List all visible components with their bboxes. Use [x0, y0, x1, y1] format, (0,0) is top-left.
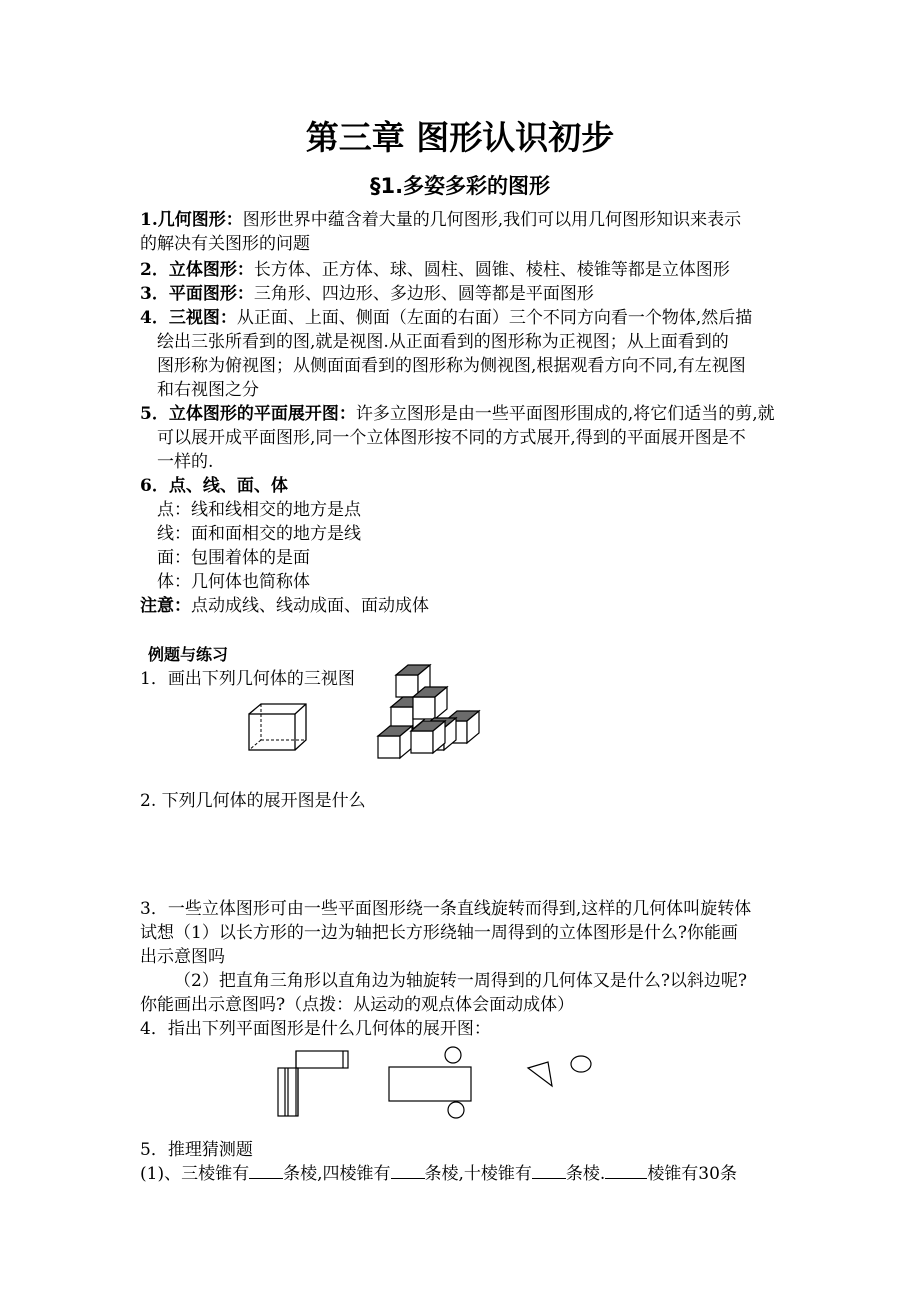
net-sector: [528, 1062, 552, 1086]
definition-text: 从正面、上面、侧面（左面的右面）三个不同方向看一个物体,然后描: [236, 308, 753, 328]
definition-2: [140, 258, 730, 282]
question-3-line: 3．一些立体图形可由一些平面图形绕一条直线旋转而得到,这样的几何体叫旋转体: [140, 899, 752, 919]
cube-block: [378, 726, 412, 758]
answer-blank[interactable]: [605, 1162, 647, 1179]
page-title: 第三章 图形认识初步: [305, 118, 615, 157]
definition-number: 4．: [140, 308, 169, 328]
question-3-part2: 你能画出示意图吗?（点拨：从运动的观点体会面动成体）: [140, 995, 575, 1015]
net-face: [296, 1051, 348, 1068]
question-5-text: 条棱,四棱锥有: [283, 1164, 391, 1184]
net-circle-top: [445, 1047, 461, 1063]
definition-text: 图形称为俯视图；从侧面面看到的图形称为侧视图,根据观看方向不同,有左视图: [157, 356, 746, 376]
section-6-heading: 6．点、线、面、体: [140, 476, 288, 496]
definition-number: 5．: [140, 404, 169, 424]
definition-4: [140, 306, 752, 330]
section-title: §1.多姿多彩的图形: [369, 174, 551, 198]
question-5-text: 条棱.: [565, 1164, 606, 1184]
definition-text: 和右视图之分: [157, 380, 259, 400]
cube-figure: [248, 703, 308, 751]
prism-net-figure: [276, 1050, 352, 1118]
question-5-text: 条棱,十棱锥有: [424, 1164, 532, 1184]
net-rectangle: [389, 1067, 471, 1101]
definition-text: 一样的.: [157, 452, 214, 472]
net-circle: [571, 1056, 591, 1072]
answer-blank[interactable]: [532, 1162, 566, 1179]
note: [140, 594, 429, 618]
question-5-line: [140, 1162, 737, 1186]
list-item: 点：线和线相交的地方是点: [157, 500, 361, 520]
list-item: 线：面和面相交的地方是线: [157, 524, 361, 544]
net-circle-bottom: [448, 1102, 464, 1118]
definition-text: 的解决有关图形的问题: [140, 234, 310, 254]
answer-blank[interactable]: [391, 1162, 425, 1179]
cone-net-figure: [526, 1054, 596, 1090]
definition-3: [140, 282, 594, 306]
examples-heading: 例题与练习: [148, 645, 229, 664]
list-item: 体：几何体也简称体: [157, 572, 310, 592]
cube-edge: [295, 704, 306, 714]
question-2: 2. 下列几何体的展开图是什么: [140, 791, 366, 811]
definition-text: 可以展开成平面图形,同一个立体图形按不同的方式展开,得到的平面展开图是不: [157, 428, 746, 448]
definition-number: 2．: [140, 260, 169, 280]
list-item: 面：包围着体的是面: [157, 548, 310, 568]
cube-hidden-edge: [249, 740, 261, 750]
question-4: 4．指出下列平面图形是什么几何体的展开图：: [140, 1019, 491, 1039]
note-label: 注意：: [140, 596, 191, 616]
question-5-heading: 5．推理猜测题: [140, 1140, 253, 1160]
definition-term: 三视图：: [168, 308, 237, 328]
definition-5: [140, 402, 775, 426]
definition-number: 3．: [140, 284, 169, 304]
definition-term: 平面图形：: [168, 284, 254, 304]
definition-text: 长方体、正方体、球、圆柱、圆锥、棱柱、棱锥等都是立体图形: [253, 260, 730, 280]
definition-text: 许多立图形是由一些平面图形围成的,将它们适当的剪,就: [355, 404, 775, 424]
definition-1: [140, 208, 741, 232]
question-5-text: (1)、三棱锥有: [140, 1164, 250, 1184]
definition-term: 几何图形：: [157, 210, 243, 230]
answer-blank[interactable]: [249, 1162, 283, 1179]
definition-text: 绘出三张所看到的图,就是视图.从正面看到的图形称为正视图；从上面看到的: [157, 332, 729, 352]
definition-term: 立体图形的平面展开图：: [168, 404, 356, 424]
definition-text: 三角形、四边形、多边形、圆等都是平面图形: [253, 284, 594, 304]
question-5-text: 棱锥有30条: [647, 1164, 737, 1184]
question-3-part2: （2）把直角三角形以直角边为轴旋转一周得到的几何体又是什么?以斜边呢?: [174, 971, 748, 991]
definition-number: 1.: [140, 210, 158, 230]
cylinder-net-figure: [386, 1046, 474, 1122]
definition-term: 立体图形：: [168, 260, 254, 280]
note-text: 点动成线、线动成面、面动成体: [191, 596, 429, 616]
question-1: 1．画出下列几何体的三视图: [140, 669, 355, 689]
definition-text: 图形世界中蕴含着大量的几何图形,我们可以用几何图形知识来表示: [242, 210, 742, 230]
question-3-line: 试想（1）以长方形的一边为轴把长方形绕轴一周得到的立体图形是什么?你能画: [140, 923, 738, 943]
question-3-line: 出示意图吗: [140, 947, 225, 967]
stacked-cubes-figure: [374, 664, 484, 766]
